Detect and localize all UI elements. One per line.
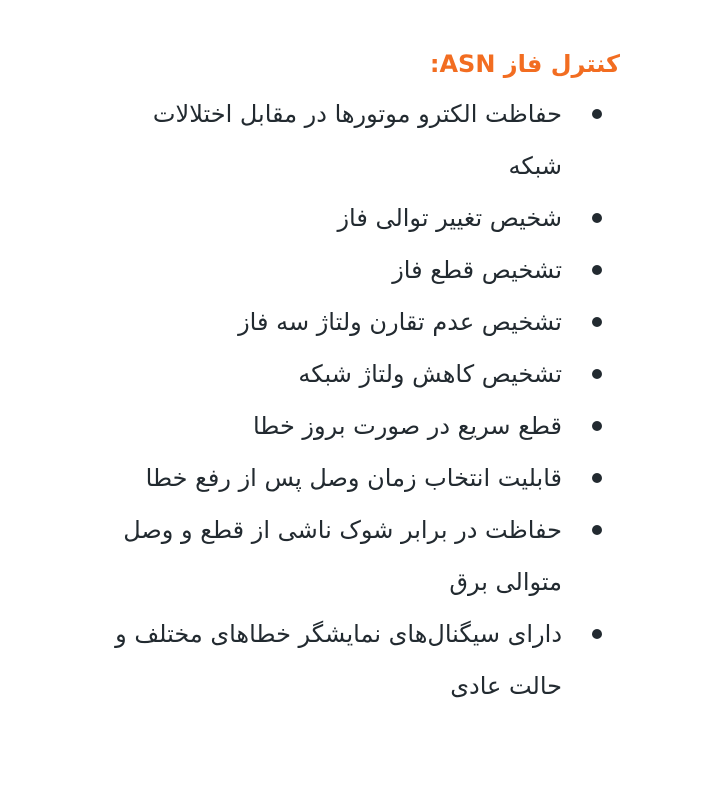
product-features-section bbox=[100, 44, 620, 712]
feature-list bbox=[100, 88, 620, 712]
list-item bbox=[100, 452, 562, 504]
bullet-icon bbox=[592, 629, 602, 639]
list-item bbox=[100, 244, 562, 296]
feature-text: حفاظت در برابر شوک ناشی از قطع و وصل متوالی برق bbox=[123, 516, 562, 596]
feature-text: تشخیص عدم تقارن ولتاژ سه فاز bbox=[238, 308, 562, 336]
list-item bbox=[100, 192, 562, 244]
feature-text: قابلیت انتخاب زمان وصل پس از رفع خطا bbox=[145, 464, 562, 492]
list-item bbox=[100, 400, 562, 452]
bullet-icon bbox=[592, 265, 602, 275]
bullet-icon bbox=[592, 525, 602, 535]
bullet-icon bbox=[592, 473, 602, 483]
bullet-icon bbox=[592, 109, 602, 119]
bullet-icon bbox=[592, 317, 602, 327]
feature-text: تشخیص قطع فاز bbox=[392, 256, 562, 284]
list-item bbox=[100, 608, 562, 712]
feature-text: شخیص تغییر توالی فاز bbox=[337, 204, 562, 232]
bullet-icon bbox=[592, 213, 602, 223]
feature-text: دارای سیگنال‌های نمایشگر خطاهای مختلف و حالت عادی bbox=[115, 620, 562, 700]
list-item bbox=[100, 296, 562, 348]
bullet-icon bbox=[592, 369, 602, 379]
feature-text: قطع سریع در صورت بروز خطا bbox=[252, 412, 562, 440]
bullet-icon bbox=[592, 421, 602, 431]
feature-text: تشخیص کاهش ولتاژ شبکه bbox=[298, 360, 562, 388]
list-item bbox=[100, 348, 562, 400]
list-item bbox=[100, 88, 562, 192]
list-item bbox=[100, 504, 562, 608]
feature-text: حفاظت الکترو موتورها در مقابل اختلالات شبکه bbox=[152, 100, 562, 180]
section-heading: کنترل فاز ASN: bbox=[429, 50, 620, 78]
